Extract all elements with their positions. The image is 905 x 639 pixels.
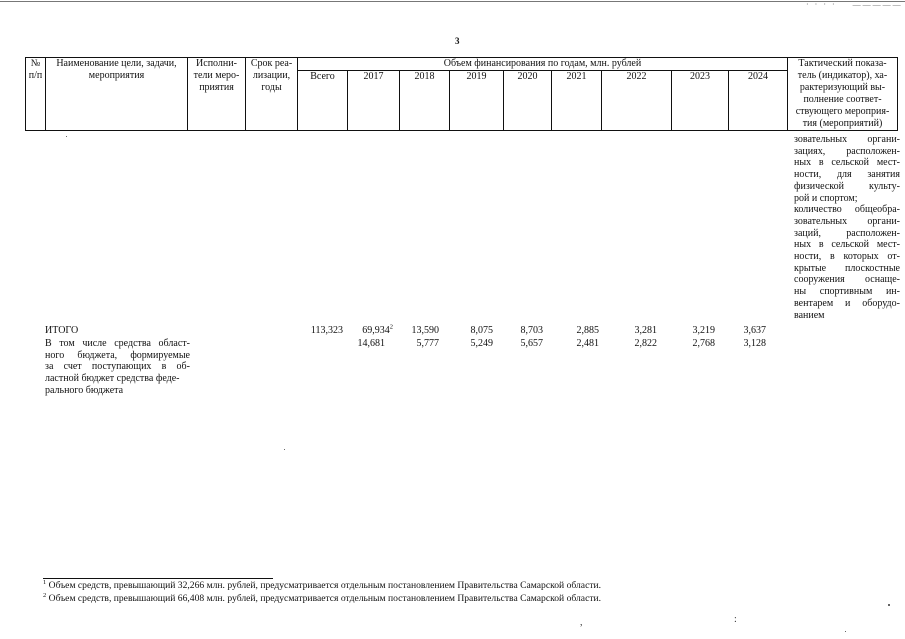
col-header-name: Наименование цели, задачи, мероприятия — [46, 58, 188, 131]
col-header-tactic — [788, 58, 898, 131]
scan-mark: · · · · ————— — [806, 0, 903, 9]
totals-total: 113,323 — [310, 325, 343, 336]
regional-label-line: за счет поступающих в об- — [45, 361, 190, 373]
tactic-text-line: вентарем и оборудо- — [794, 297, 900, 309]
regional-label-line: В том числе средства област- — [45, 338, 190, 349]
totals-label: ИТОГО — [45, 325, 79, 336]
regional-2021: 2,481 — [576, 338, 599, 349]
col-header-year-2021: 2021 — [552, 71, 602, 131]
regional-2020: 5,657 — [520, 338, 543, 349]
tactic-header-line: ствующего мероприя- — [795, 106, 890, 117]
scan-mark: : — [734, 614, 737, 625]
tactic-text-line: ных в сельской мест- — [794, 239, 900, 251]
tactic-text-line: ности, в которых от- — [794, 251, 900, 263]
col-header-executors: Исполни-тели меро-приятия — [188, 58, 246, 131]
tactic-header-line: Тактический показа- — [798, 58, 887, 69]
regional-2023: 2,768 — [692, 338, 715, 349]
tactic-text-line: заций, расположен- — [794, 227, 900, 239]
tactic-indicator-continued — [794, 134, 900, 321]
col-header-year-2019: 2019 — [450, 71, 504, 131]
regional-label-line: рального бюджета — [45, 384, 124, 396]
scan-edge-line — [0, 1, 905, 2]
tactic-text-line: ны спортивным ин- — [794, 286, 900, 298]
regional-2017: 14,681 — [357, 338, 385, 349]
tactic-text-line: зациях, расположен- — [794, 145, 900, 157]
tactic-text-line: физической культу- — [794, 180, 900, 192]
tactic-text-line: количество общеобра- — [794, 204, 900, 216]
regional-2022: 2,822 — [634, 338, 657, 349]
col-header-year-2020: 2020 — [504, 71, 552, 131]
regional-2018: 5,777 — [416, 338, 439, 349]
totals-2019: 8,075 — [470, 325, 493, 336]
page-number: 3 — [455, 36, 460, 46]
tactic-header-line: полнение соответ- — [803, 94, 882, 105]
col-header-period: Срок реа-лизации, годы — [246, 58, 298, 131]
totals-2022: 3,281 — [634, 325, 657, 336]
col-header-year-2023: 2023 — [672, 71, 729, 131]
tactic-text-line: рой и спортом; — [794, 192, 858, 204]
col-header-year-2017: 2017 — [348, 71, 400, 131]
totals-2020: 8,703 — [520, 325, 543, 336]
tactic-text-line: крытые плоскостные — [794, 262, 900, 274]
col-header-total: Всего — [298, 71, 348, 131]
footnote-2: $^2$ Объем средств, превышающий 66,408 млн. рублей, предусматривается отдельным постановлением Правительства Самарской области. — [43, 591, 602, 604]
tactic-text-line: ных в сельской мест- — [794, 157, 900, 169]
totals-2017: 69,934$^2$ — [362, 323, 393, 336]
tactic-header-line: тия (мероприятий) — [802, 118, 883, 129]
scan-speck — [888, 604, 890, 606]
regional-2024: 3,128 — [743, 338, 766, 349]
totals-2023: 3,219 — [692, 325, 715, 336]
regional-label-line: ного бюджета, формируемые — [45, 349, 190, 361]
col-header-financing: Объем финансирования по годам, млн. рублей — [298, 58, 788, 71]
totals-2021: 2,885 — [576, 325, 599, 336]
col-header-year-2022: 2022 — [602, 71, 672, 131]
regional-budget-label — [45, 338, 190, 397]
tactic-text-line: зовательных органи- — [794, 134, 900, 145]
col-header-year-2024: 2024 — [729, 71, 788, 131]
tactic-text-line: зовательных органи- — [794, 215, 900, 227]
totals-2024: 3,637 — [743, 325, 766, 336]
col-header-year-2018: 2018 — [400, 71, 450, 131]
tactic-text-line: ности, для занятия — [794, 169, 900, 181]
tactic-header-line: тель (индикатор), ха- — [797, 70, 888, 81]
footnote-1: $^1$ Объем средств, превышающий 32,266 млн. рублей, предусматривается отдельным постановлением Правительства Самарской области. — [43, 578, 602, 591]
scan-speck — [845, 631, 846, 632]
footnote-separator — [43, 578, 273, 579]
tactic-text-line: сооружения оснаще- — [794, 274, 900, 286]
scan-speck — [284, 449, 285, 450]
tactic-text-line: ванием — [794, 309, 825, 321]
totals-2018: 13,590 — [411, 325, 439, 336]
regional-2019: 5,249 — [470, 338, 493, 349]
regional-label-line: ластной бюджет средства феде- — [45, 373, 180, 385]
financing-table-header — [25, 57, 898, 131]
col-header-num: № п/п — [26, 58, 46, 131]
scan-speck — [66, 136, 67, 137]
tactic-header-line: рактеризующий вы- — [799, 82, 886, 93]
scan-mark: , — [580, 617, 583, 628]
